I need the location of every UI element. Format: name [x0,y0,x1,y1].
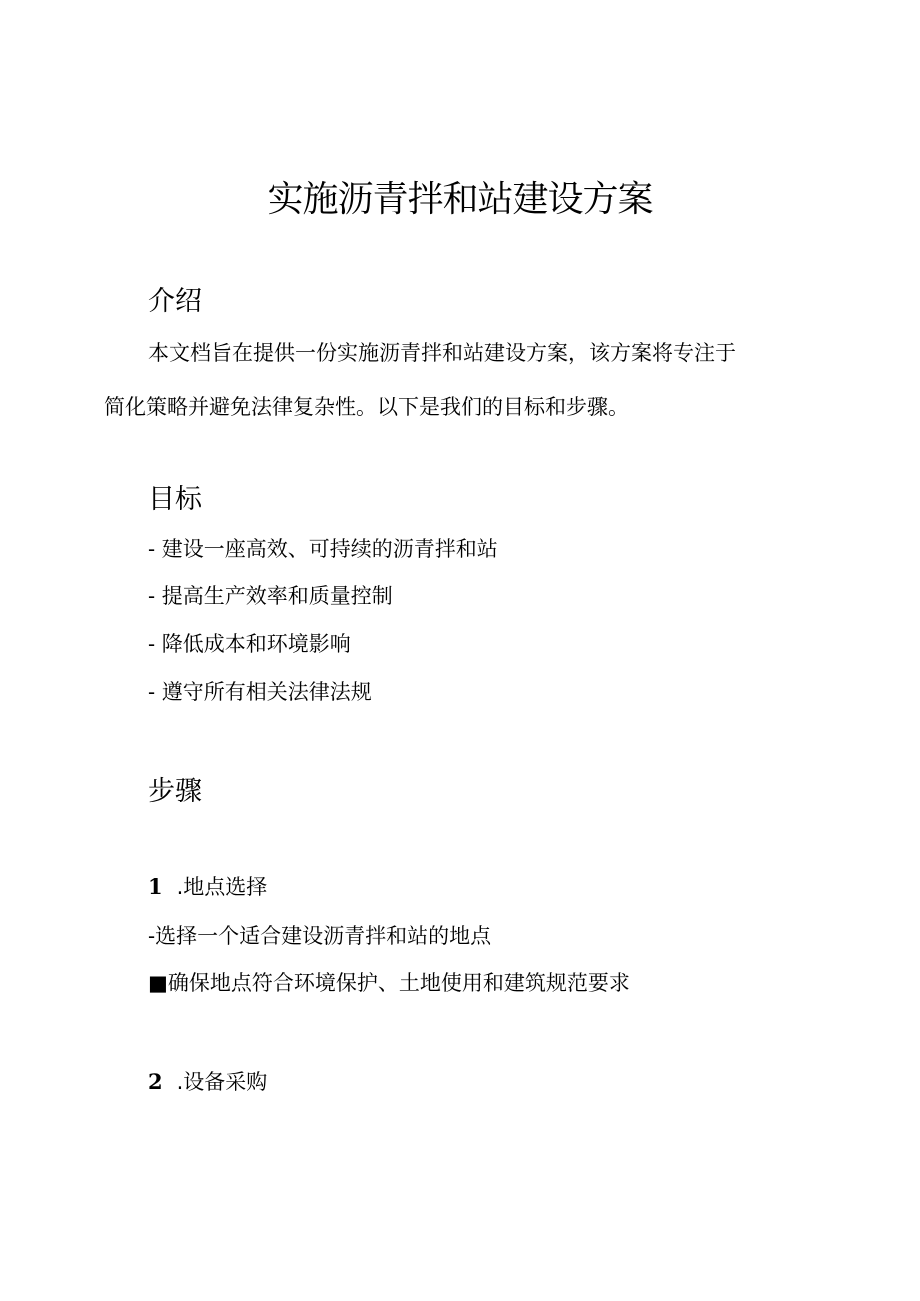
goal-item: - 建设一座高效、可持续的沥青拌和站 [148,537,498,561]
document-title: 实施沥青拌和站建设方案 [267,179,653,220]
step-number: 2 [148,1069,163,1094]
intro-heading: 介绍 [148,286,202,317]
step-heading [148,873,267,901]
step-title: .地点选择 [176,875,268,899]
intro-line: 本文档旨在提供一份实施沥青拌和站建设方案，该方案将专注于 [148,341,736,365]
steps-heading: 步骤 [148,776,202,807]
step-detail: -选择一个适合建设沥青拌和站的地点 [148,924,492,948]
step-detail: ■确保地点符合环境保护、土地使用和建筑规范要求 [148,971,630,995]
goal-item: - 提高生产效率和质量控制 [148,584,393,608]
step-number: 1 [148,874,163,899]
step-title: .设备采购 [176,1070,268,1094]
step-heading [148,1068,267,1096]
goal-item: - 遵守所有相关法律法规 [148,680,372,704]
goals-heading: 目标 [148,484,202,515]
goal-item: - 降低成本和环境影响 [148,632,351,656]
intro-paragraph [104,336,804,444]
intro-line: 简化策略并避免法律复杂性。以下是我们的目标和步骤。 [104,395,629,419]
